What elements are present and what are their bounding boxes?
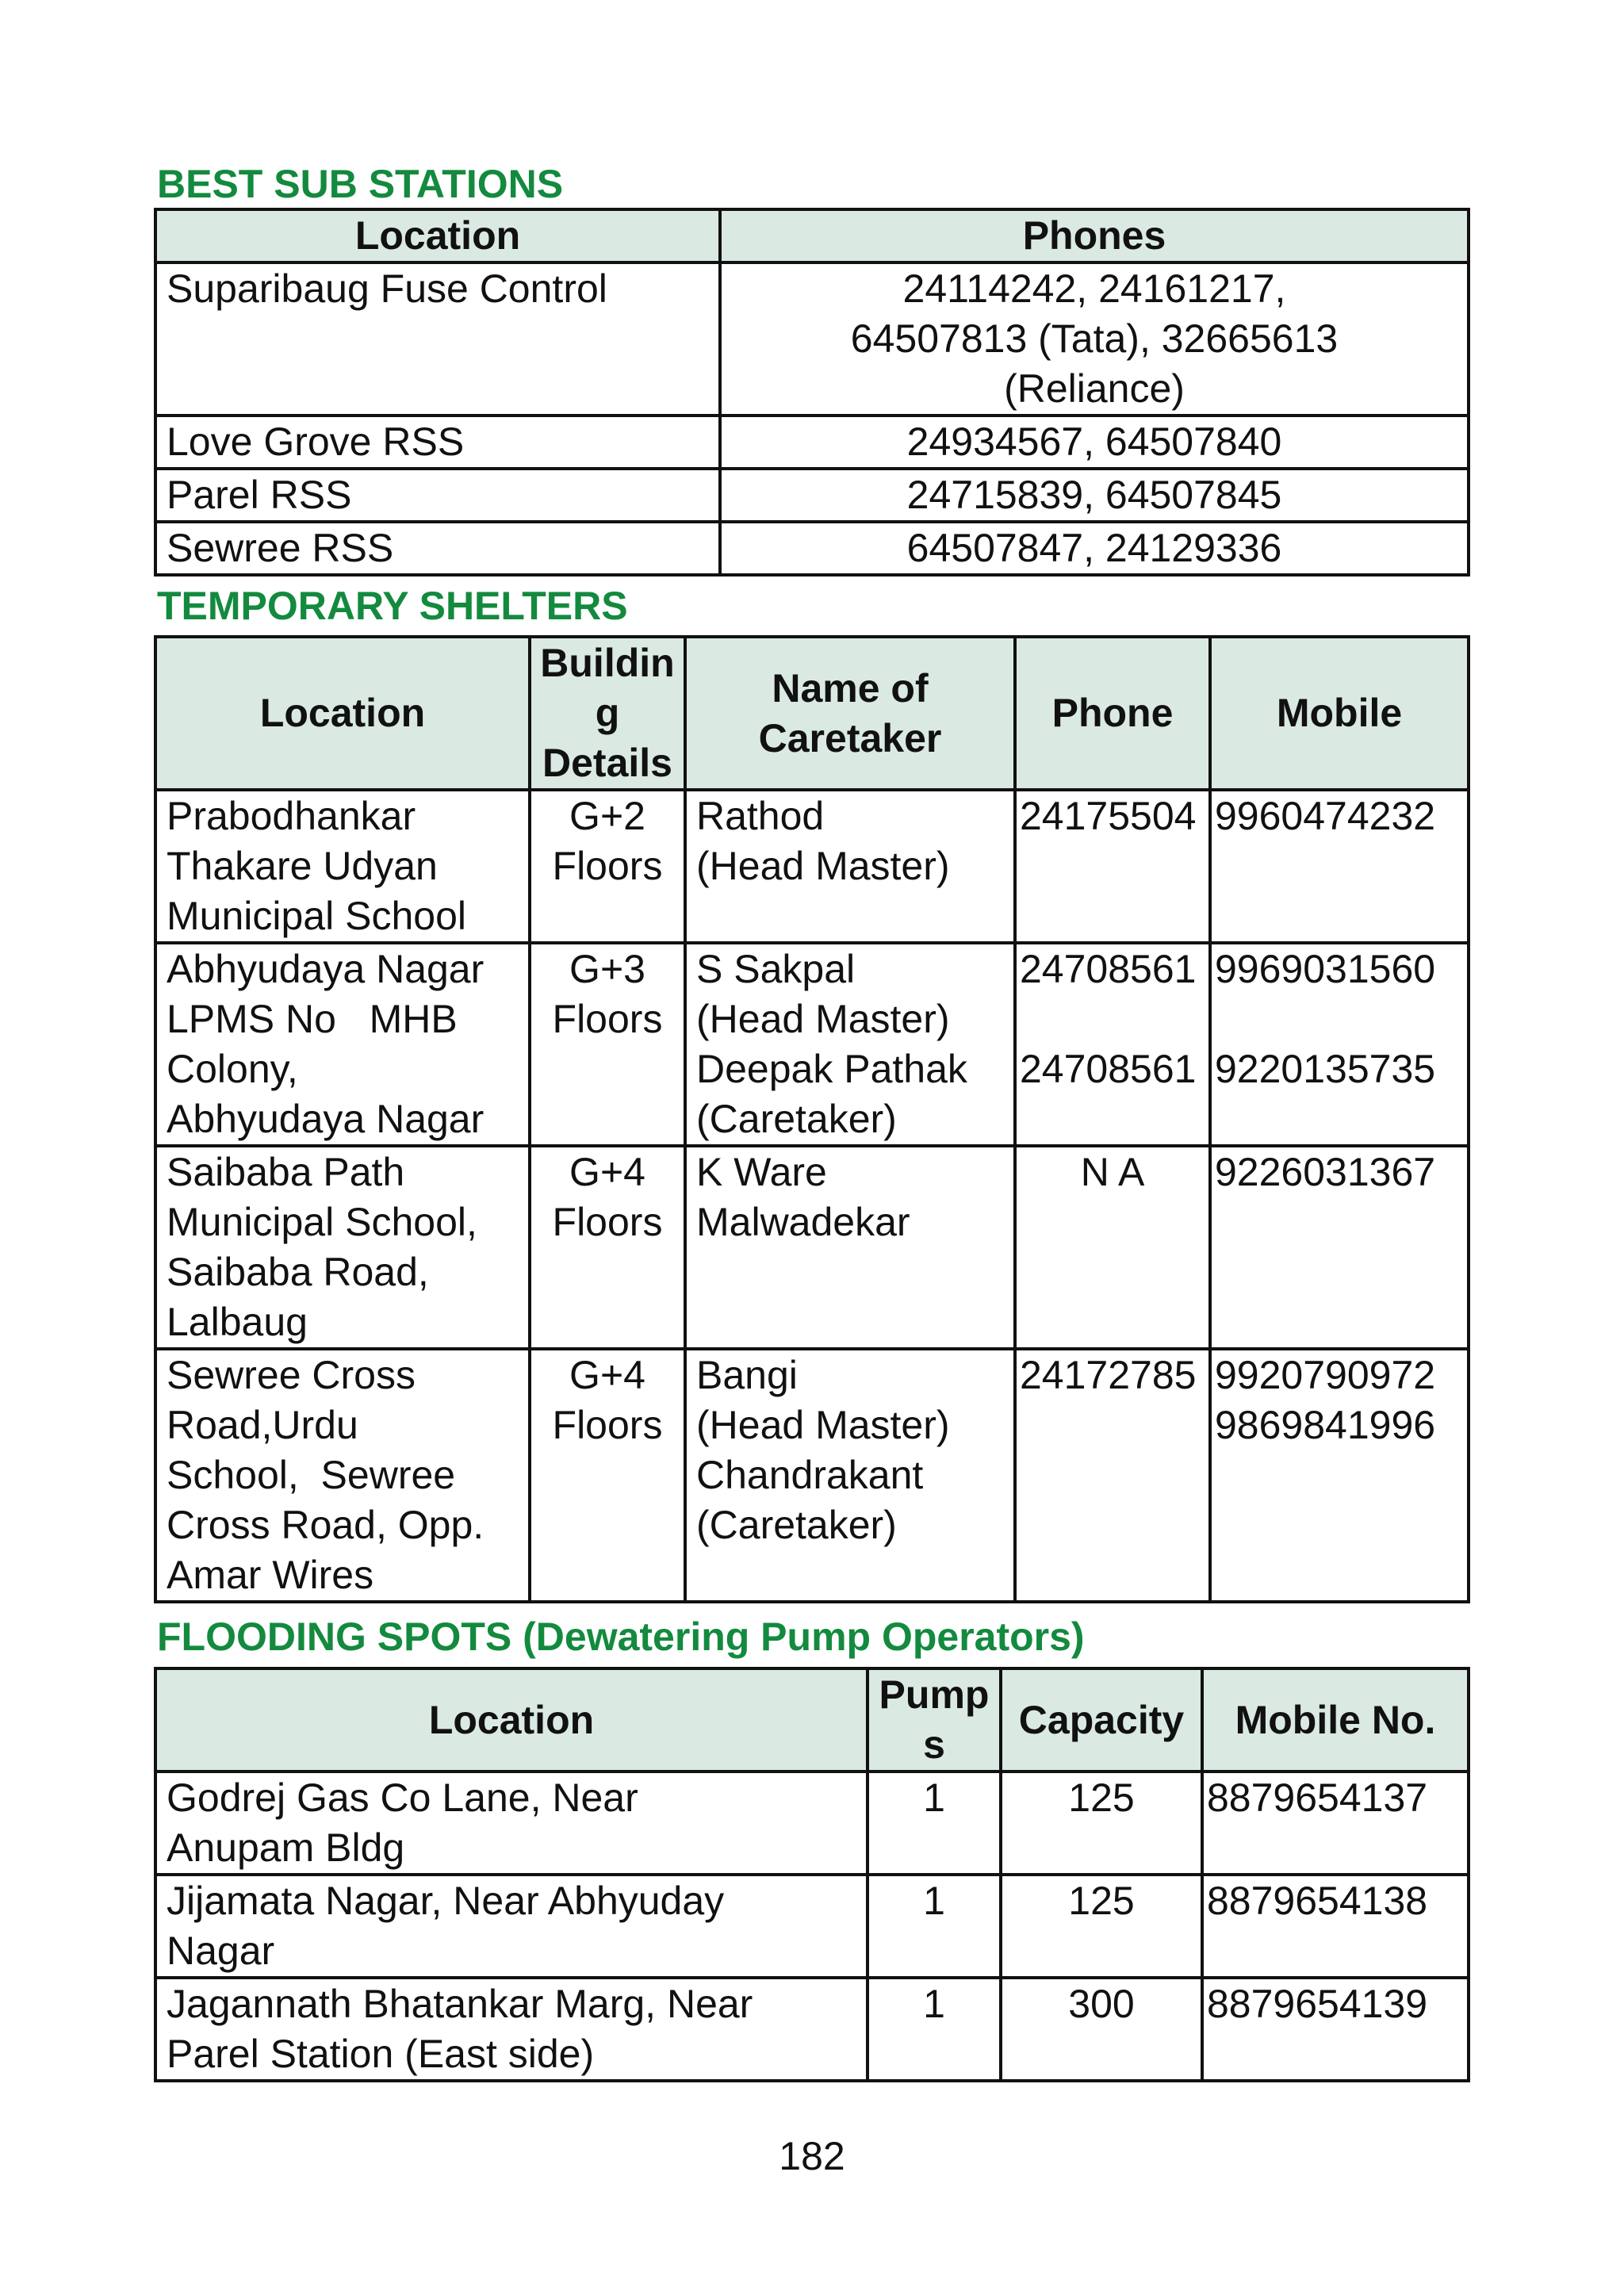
- cell-line: Road,Urdu: [167, 1403, 358, 1447]
- header-pumps: [868, 1668, 1001, 1772]
- location-cell: Parel RSS: [155, 469, 720, 522]
- mobile-cell: 8879654137: [1202, 1772, 1469, 1875]
- caretaker-cell: [685, 790, 1015, 943]
- cell-line: Sewree Cross: [167, 1353, 416, 1397]
- cell-line: School, Sewree: [167, 1453, 456, 1497]
- table-row: [155, 1875, 1469, 1978]
- cell-line: Saibaba Road,: [167, 1250, 429, 1294]
- caretaker-cell: [685, 1146, 1015, 1349]
- table-row: [155, 790, 1469, 943]
- table-row: [155, 262, 1469, 416]
- cell-line: Lalbaug: [167, 1300, 308, 1344]
- location-cell: Sewree RSS: [155, 522, 720, 575]
- best-sub-stations-table: [154, 208, 1470, 576]
- table-row: [155, 943, 1469, 1146]
- cell-line: (Head Master): [696, 844, 950, 888]
- cell-line: Thakare Udyan: [167, 844, 438, 888]
- cell-line: Amar Wires: [167, 1553, 374, 1597]
- table-row: [155, 522, 1469, 575]
- header-line: g: [595, 691, 620, 735]
- cell-line: S Sakpal: [696, 947, 856, 991]
- table-row: [155, 1146, 1469, 1349]
- header-mobile: Mobile No.: [1202, 1668, 1469, 1772]
- header-line: Buildin: [540, 641, 675, 685]
- cell-line: Parel Station (East side): [167, 2032, 595, 2076]
- cell-line: 24708561: [1020, 947, 1197, 991]
- cell-line: G+3: [569, 947, 645, 991]
- mobile-cell: 9960474232: [1210, 790, 1469, 943]
- cell-line: 24708561: [1020, 1047, 1197, 1091]
- header-line: s: [923, 1722, 945, 1767]
- cell-line: (Caretaker): [696, 1097, 897, 1141]
- cell-line: Chandrakant: [696, 1453, 924, 1497]
- cell-line: Cross Road, Opp.: [167, 1503, 485, 1547]
- header-line: Name of: [772, 665, 929, 711]
- cell-line: Municipal School: [167, 894, 466, 938]
- cell-line: Abhyudaya Nagar: [167, 1097, 485, 1141]
- cell-line: (Caretaker): [696, 1503, 897, 1547]
- cell-line: [1215, 994, 1467, 1044]
- mobile-cell: 8879654139: [1202, 1978, 1469, 2081]
- table-header-row: [155, 637, 1469, 790]
- location-cell: [155, 1146, 530, 1349]
- cell-line: Malwadekar: [696, 1200, 910, 1244]
- cell-line: 9220135735: [1215, 1047, 1436, 1091]
- header-location: Location: [155, 209, 720, 262]
- table-header-row: [155, 209, 1469, 262]
- flooding-spots-table: [154, 1667, 1470, 2082]
- capacity-cell: 300: [1001, 1978, 1202, 2081]
- mobile-cell: 9226031367: [1210, 1146, 1469, 1349]
- table-row: [155, 416, 1469, 469]
- capacity-cell: 125: [1001, 1875, 1202, 1978]
- header-caretaker: [685, 637, 1015, 790]
- cell-line: Floors: [552, 997, 663, 1041]
- phone-cell: [1015, 943, 1210, 1146]
- cell-line: Saibaba Path: [167, 1150, 405, 1194]
- phones-cell: [720, 262, 1469, 416]
- best-sub-stations-title: BEST SUB STATIONS: [157, 162, 564, 206]
- cell-line: Anupam Bldg: [167, 1825, 405, 1870]
- phones-line: (Reliance): [1004, 366, 1185, 411]
- location-cell: [155, 1875, 868, 1978]
- header-location: Location: [155, 637, 530, 790]
- cell-line: 9869841996: [1215, 1403, 1436, 1447]
- caretaker-cell: [685, 943, 1015, 1146]
- location-cell: [155, 943, 530, 1146]
- pumps-cell: 1: [868, 1772, 1001, 1875]
- table-row: [155, 1978, 1469, 2081]
- location-cell: Love Grove RSS: [155, 416, 720, 469]
- phone-cell: 24175504: [1015, 790, 1210, 943]
- caretaker-cell: [685, 1349, 1015, 1602]
- cell-line: [1020, 994, 1208, 1044]
- mobile-cell: 8879654138: [1202, 1875, 1469, 1978]
- table-row: [155, 1772, 1469, 1875]
- phone-cell: N A: [1015, 1146, 1210, 1349]
- cell-line: Colony,: [167, 1047, 298, 1091]
- temporary-shelters-title: TEMPORARY SHELTERS: [157, 584, 628, 628]
- mobile-cell: [1210, 1349, 1469, 1602]
- cell-line: Prabodhankar: [167, 794, 416, 838]
- phones-cell: 64507847, 24129336: [720, 522, 1469, 575]
- location-cell: [155, 1349, 530, 1602]
- cell-line: Jagannath Bhatankar Marg, Near: [167, 1982, 753, 2026]
- location-cell: [155, 1978, 868, 2081]
- cell-line: Jijamata Nagar, Near Abhyuday: [167, 1879, 725, 1923]
- pumps-cell: 1: [868, 1875, 1001, 1978]
- phone-cell: 24172785: [1015, 1349, 1210, 1602]
- building-cell: [530, 1146, 685, 1349]
- cell-line: Municipal School,: [167, 1200, 477, 1244]
- building-cell: [530, 943, 685, 1146]
- cell-line: Nagar: [167, 1929, 275, 1973]
- cell-line: (Head Master): [696, 997, 950, 1041]
- temporary-shelters-table: [154, 635, 1470, 1603]
- cell-line: G+4: [569, 1150, 645, 1194]
- cell-line: G+2: [569, 794, 645, 838]
- table-row: [155, 1349, 1469, 1602]
- cell-line: Deepak Pathak: [696, 1047, 967, 1091]
- cell-line: G+4: [569, 1353, 645, 1397]
- page-number: 182: [779, 2134, 845, 2178]
- cell-line: Godrej Gas Co Lane, Near: [167, 1775, 638, 1820]
- cell-line: 9969031560: [1215, 947, 1436, 991]
- cell-line: Abhyudaya Nagar: [167, 947, 485, 991]
- phones-line: 64507813 (Tata), 32665613: [850, 316, 1339, 361]
- building-cell: [530, 1349, 685, 1602]
- cell-line: Bangi: [696, 1353, 798, 1397]
- phones-cell: 24715839, 64507845: [720, 469, 1469, 522]
- header-capacity: Capacity: [1001, 1668, 1202, 1772]
- flooding-spots-title: FLOODING SPOTS (Dewatering Pump Operators): [157, 1615, 1085, 1659]
- table-row: [155, 469, 1469, 522]
- cell-line: Floors: [552, 1200, 663, 1244]
- header-location: Location: [155, 1668, 868, 1772]
- location-cell: Suparibaug Fuse Control: [155, 262, 720, 416]
- cell-line: K Ware: [696, 1150, 827, 1194]
- location-cell: [155, 1772, 868, 1875]
- cell-line: Rathod: [696, 794, 825, 838]
- mobile-cell: [1210, 943, 1469, 1146]
- cell-line: (Head Master): [696, 1403, 950, 1447]
- header-phone: Phone: [1015, 637, 1210, 790]
- location-cell: [155, 790, 530, 943]
- header-line: Details: [542, 741, 672, 785]
- header-mobile: Mobile: [1210, 637, 1469, 790]
- pumps-cell: 1: [868, 1978, 1001, 2081]
- header-building-details: [530, 637, 685, 790]
- cell-line: Floors: [552, 844, 663, 888]
- phones-line: 24114242, 24161217,: [902, 266, 1286, 311]
- capacity-cell: 125: [1001, 1772, 1202, 1875]
- cell-line: LPMS No MHB: [167, 997, 458, 1041]
- table-header-row: [155, 1668, 1469, 1772]
- building-cell: [530, 790, 685, 943]
- phones-cell: 24934567, 64507840: [720, 416, 1469, 469]
- header-phones: Phones: [720, 209, 1469, 262]
- cell-line: 9920790972: [1215, 1353, 1436, 1397]
- cell-line: Floors: [552, 1403, 663, 1447]
- header-line: Pump: [879, 1672, 990, 1717]
- header-line: Caretaker: [758, 715, 942, 760]
